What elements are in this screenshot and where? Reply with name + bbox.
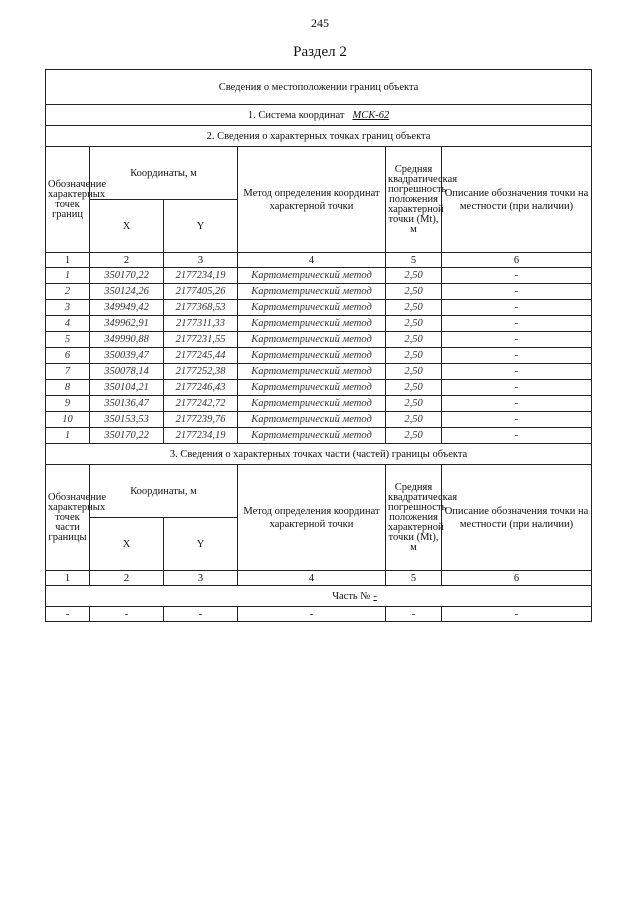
point-method: Картометрический метод (238, 332, 386, 348)
point-method: Картометрический метод (238, 428, 386, 444)
point-x: 350170,22 (90, 428, 164, 444)
point-mt: 2,50 (386, 348, 442, 364)
point-x: 349990,88 (90, 332, 164, 348)
table-row (46, 316, 592, 332)
part-number: - (373, 590, 377, 602)
column-number-row (46, 571, 592, 586)
header-coords: Координаты, м (90, 147, 238, 200)
table-row (46, 380, 592, 396)
point-mt: 2,50 (386, 396, 442, 412)
table-row (46, 268, 592, 284)
point-id: 6 (46, 348, 90, 364)
header-coords-part: Координаты, м (90, 465, 238, 518)
point-x: 349962,91 (90, 316, 164, 332)
point-desc: - (442, 284, 592, 300)
column-number: 5 (386, 253, 442, 268)
table-row (46, 396, 592, 412)
table-row (46, 428, 592, 444)
point-id: 3 (46, 300, 90, 316)
point-y: 2177231,55 (164, 332, 238, 348)
header-method-part: Метод определения координат характерной точки (238, 465, 386, 571)
part-point-mt: - (386, 607, 442, 622)
point-method: Картометрический метод (238, 396, 386, 412)
point-method: Картометрический метод (238, 316, 386, 332)
point-y: 2177234,19 (164, 268, 238, 284)
column-number: 3 (164, 253, 238, 268)
point-desc: - (442, 348, 592, 364)
point-mt: 2,50 (386, 380, 442, 396)
point-mt: 2,50 (386, 300, 442, 316)
point-x: 350124,26 (90, 284, 164, 300)
point-id: 5 (46, 332, 90, 348)
coord-system-label: 1. Система координат (247, 109, 345, 121)
column-number: 3 (164, 571, 238, 586)
section2-heading: 2. Сведения о характерных точках границ объекта (46, 126, 592, 147)
point-y: 2177252,38 (164, 364, 238, 380)
point-y: 2177242,72 (164, 396, 238, 412)
table-row (46, 607, 592, 622)
point-mt: 2,50 (386, 316, 442, 332)
column-number-row (46, 253, 592, 268)
point-method: Картометрический метод (238, 284, 386, 300)
column-number: 2 (90, 571, 164, 586)
table-row (46, 332, 592, 348)
point-method: Картометрический метод (238, 268, 386, 284)
point-method: Картометрический метод (238, 380, 386, 396)
point-desc: - (442, 300, 592, 316)
column-number: 6 (442, 253, 592, 268)
header-description-part: Описание обозначения точки на местности (при наличии) (442, 465, 592, 571)
point-x: 350170,22 (90, 268, 164, 284)
table-row (46, 412, 592, 428)
table-row (46, 364, 592, 380)
point-id: 4 (46, 316, 90, 332)
header-y-part: Y (164, 518, 238, 571)
point-desc: - (442, 380, 592, 396)
point-id: 2 (46, 284, 90, 300)
point-y: 2177368,53 (164, 300, 238, 316)
point-id: 7 (46, 364, 90, 380)
part-point-desc: - (442, 607, 592, 622)
point-desc: - (442, 332, 592, 348)
header-description: Описание обозначения точки на местности (при наличии) (442, 147, 592, 253)
part-point-id: - (46, 607, 90, 622)
point-y: 2177405,26 (164, 284, 238, 300)
header-method: Метод определения координат характерной точки (238, 147, 386, 253)
point-desc: - (442, 268, 592, 284)
point-mt: 2,50 (386, 412, 442, 428)
point-method: Картометрический метод (238, 412, 386, 428)
point-y: 2177311,33 (164, 316, 238, 332)
point-method: Картометрический метод (238, 348, 386, 364)
point-y: 2177245,44 (164, 348, 238, 364)
header-x-part: X (90, 518, 164, 571)
point-desc: - (442, 396, 592, 412)
point-desc: - (442, 364, 592, 380)
point-x: 350153,53 (90, 412, 164, 428)
point-mt: 2,50 (386, 332, 442, 348)
point-x: 350104,21 (90, 380, 164, 396)
point-mt: 2,50 (386, 284, 442, 300)
point-mt: 2,50 (386, 268, 442, 284)
part-row (46, 586, 592, 607)
point-id: 1 (46, 428, 90, 444)
point-x: 350039,47 (90, 348, 164, 364)
point-method: Картометрический метод (238, 364, 386, 380)
column-number: 6 (442, 571, 592, 586)
point-desc: - (442, 316, 592, 332)
part-point-y: - (164, 607, 238, 622)
page-number: 245 (311, 16, 329, 30)
column-number: 4 (238, 571, 386, 586)
column-number: 1 (46, 571, 90, 586)
coord-system-value: МСК-62 (352, 109, 390, 121)
table-row (46, 348, 592, 364)
part-point-method: - (238, 607, 386, 622)
point-id: 9 (46, 396, 90, 412)
point-x: 349949,42 (90, 300, 164, 316)
point-mt: 2,50 (386, 364, 442, 380)
header-x: X (90, 200, 164, 253)
column-number: 4 (238, 253, 386, 268)
part-point-x: - (90, 607, 164, 622)
point-y: 2177234,19 (164, 428, 238, 444)
header-error: Средняя квадратическая погрешность положения характерной точки (Mt), м (386, 147, 442, 253)
point-method: Картометрический метод (238, 300, 386, 316)
column-number: 5 (386, 571, 442, 586)
coord-system-row (46, 105, 592, 126)
point-id: 8 (46, 380, 90, 396)
column-number: 2 (90, 253, 164, 268)
point-x: 350136,47 (90, 396, 164, 412)
point-mt: 2,50 (386, 428, 442, 444)
boundary-table (45, 69, 592, 622)
point-id: 10 (46, 412, 90, 428)
header-point-id: Обозначение характерных точек границ (46, 147, 90, 253)
point-y: 2177239,76 (164, 412, 238, 428)
part-label: Часть № (332, 590, 371, 602)
column-number: 1 (46, 253, 90, 268)
section-title: Раздел 2 (293, 44, 347, 60)
point-desc: - (442, 428, 592, 444)
header-error-part: Средняя квадратическая погрешность положения характерной точки (Mt), м (386, 465, 442, 571)
point-x: 350078,14 (90, 364, 164, 380)
point-id: 1 (46, 268, 90, 284)
header-y: Y (164, 200, 238, 253)
header-point-id-part: Обозначение характерных точек части границы (46, 465, 90, 571)
table-title: Сведения о местоположении границ объекта (46, 70, 592, 105)
point-y: 2177246,43 (164, 380, 238, 396)
section3-heading: 3. Сведения о характерных точках части (частей) границы объекта (46, 444, 592, 465)
table-row (46, 300, 592, 316)
point-desc: - (442, 412, 592, 428)
table-row (46, 284, 592, 300)
